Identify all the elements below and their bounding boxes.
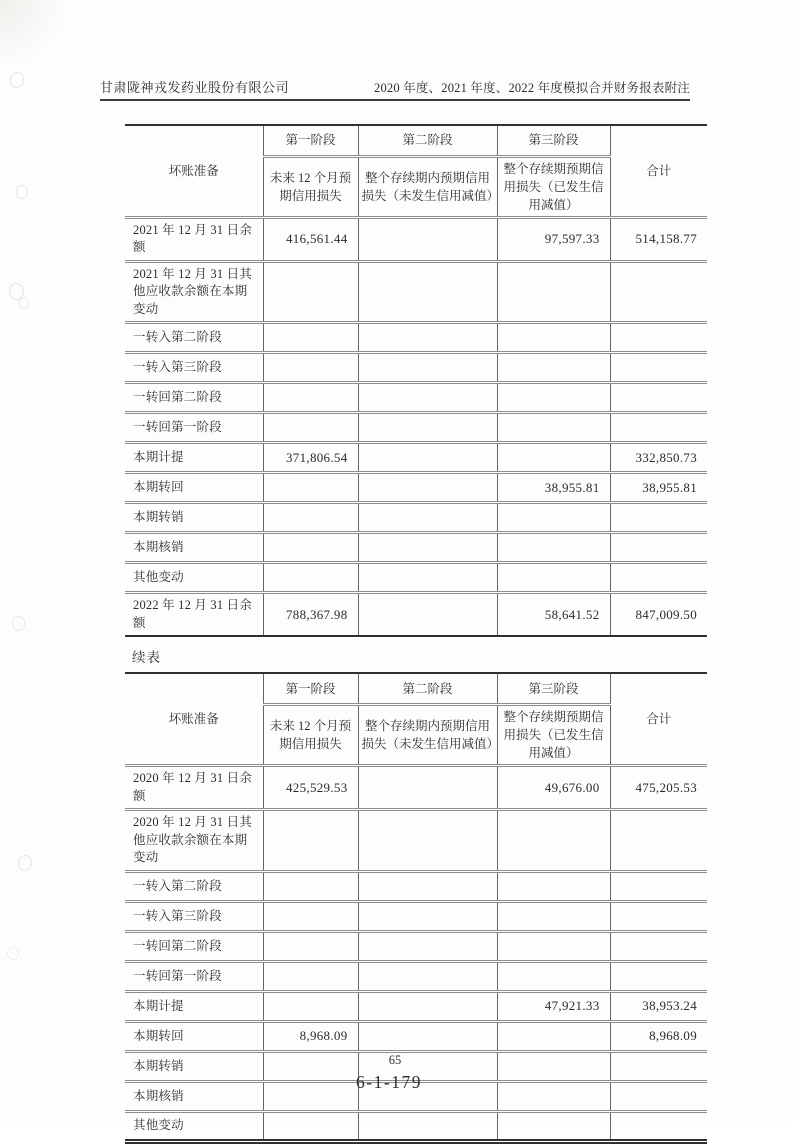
cell-stage2 [358,503,497,533]
col-subheader-stage3: 整个存续期预期信用损失（已发生信用减值） [497,704,610,765]
cell-stage2 [358,1111,497,1141]
table-row [125,533,707,563]
company-name: 甘肃陇神戎发药业股份有限公司 [100,80,290,95]
cell-total: 8,968.09 [610,1021,707,1051]
row-label: 其他变动 [125,563,263,593]
table-row [125,1021,707,1051]
cell-stage2 [358,353,497,383]
row-label: 2020 年 12 月 31 日其他应收款余额在本期变动 [125,810,263,872]
cell-stage2 [358,217,497,261]
cell-total: 332,850.73 [610,443,707,473]
col-header-stage1: 第一阶段 [263,673,358,704]
cell-total: 475,205.53 [610,766,707,810]
row-label: 一转回第一阶段 [125,961,263,991]
row-label: 本期核销 [125,533,263,563]
table-header [125,125,707,217]
cell-stage2 [358,810,497,872]
table-row [125,810,707,872]
cell-total [610,503,707,533]
cell-stage1 [263,473,358,503]
row-label: 本期计提 [125,991,263,1021]
cell-stage2 [358,871,497,901]
cell-stage1 [263,353,358,383]
table-row [125,503,707,533]
cell-stage2 [358,991,497,1021]
cell-total [610,323,707,353]
cell-stage3: 97,597.33 [497,217,610,261]
col-header-total: 合计 [610,673,707,765]
cell-total [610,871,707,901]
cell-stage3 [497,503,610,533]
table-row [125,766,707,810]
cell-stage1 [263,503,358,533]
col-header-total: 合计 [610,125,707,217]
col-header-provision: 坏账准备 [168,712,219,727]
scan-artifact [8,71,25,90]
table-row [125,443,707,473]
row-label: 一转入第二阶段 [125,323,263,353]
cell-stage2 [358,383,497,413]
cell-stage1: 8,968.09 [263,1021,358,1051]
cell-stage2 [358,931,497,961]
cell-stage3 [497,443,610,473]
cell-stage3 [497,871,610,901]
table-row [125,473,707,503]
row-label: 2021 年 12 月 31 日其他应收款余额在本期变动 [125,261,263,323]
cell-total [610,901,707,931]
col-subheader-stage2: 整个存续期内预期信用损失（未发生信用减值） [358,704,497,765]
cell-stage2 [358,593,497,637]
table-row [125,931,707,961]
cell-stage3 [497,1021,610,1051]
col-header-stage1: 第一阶段 [263,125,358,156]
row-label: 一转入第三阶段 [125,353,263,383]
scan-artifact [12,616,25,631]
row-label: 本期转回 [125,473,263,503]
cell-stage1: 416,561.44 [263,217,358,261]
cell-stage1 [263,901,358,931]
cell-total [610,563,707,593]
table-body [125,217,707,636]
scan-artifact [7,947,19,960]
scan-artifact [16,185,28,199]
row-label: 一转回第二阶段 [125,931,263,961]
row-label: 本期转回 [125,1021,263,1051]
cell-stage3: 58,641.52 [497,593,610,637]
cell-total: 38,953.24 [610,991,707,1021]
cell-total [610,1111,707,1141]
cell-total: 38,955.81 [610,473,707,503]
cell-stage3: 49,676.00 [497,766,610,810]
cell-stage3 [497,1111,610,1141]
scan-artifact [19,297,29,309]
table-row [125,323,707,353]
table-row [125,413,707,443]
page-content [125,124,707,1144]
cell-stage1: 371,806.54 [263,443,358,473]
report-title: 2020 年度、2021 年度、2022 年度模拟合并财务报表附注 [374,81,690,95]
cell-stage1 [263,563,358,593]
page-number: 65 [388,1053,402,1067]
table-row [125,901,707,931]
cell-stage2 [358,413,497,443]
bad-debt-provision-table-2022 [125,124,707,637]
table-row [125,961,707,991]
cell-total [610,931,707,961]
cell-total [610,353,707,383]
cell-stage2 [358,1021,497,1051]
row-label: 本期核销 [125,1081,263,1111]
cell-stage3 [497,961,610,991]
row-label: 本期转销 [125,503,263,533]
table-row [125,261,707,323]
col-subheader-stage1: 未来 12 个月预期信用损失 [263,704,358,765]
row-label: 一转回第二阶段 [125,383,263,413]
col-subheader-stage2: 整个存续期内预期信用损失（未发生信用减值） [358,156,497,217]
cell-total [610,261,707,323]
cell-total [610,413,707,443]
cell-stage1 [263,1111,358,1141]
cell-stage1 [263,961,358,991]
cell-stage3 [497,810,610,872]
cell-total [610,961,707,991]
document-code: 6-1-179 [356,1072,422,1092]
table-row [125,871,707,901]
table-row [125,383,707,413]
cell-stage3 [497,383,610,413]
cell-stage1 [263,383,358,413]
header-row-stages [125,673,707,704]
cell-stage2 [358,443,497,473]
continued-table-label: 续表 [132,650,161,666]
table-row [125,563,707,593]
row-label: 其他变动 [125,1111,263,1141]
cell-stage1 [263,533,358,563]
cell-stage3: 47,921.33 [497,991,610,1021]
col-header-stage3: 第三阶段 [497,673,610,704]
page-header [100,77,690,101]
scan-artifact [17,854,34,872]
cell-stage1 [263,931,358,961]
table-row [125,593,707,637]
row-label: 一转入第二阶段 [125,871,263,901]
table-header [125,673,707,765]
cell-stage1 [263,323,358,353]
cell-total: 514,158.77 [610,217,707,261]
cell-stage1 [263,871,358,901]
cell-stage2 [358,563,497,593]
row-label: 一转入第三阶段 [125,901,263,931]
cell-stage3 [497,901,610,931]
cell-stage2 [358,261,497,323]
cell-stage3 [497,533,610,563]
cell-stage1 [263,413,358,443]
cell-total [610,533,707,563]
col-header-stage2: 第二阶段 [358,673,497,704]
cell-stage2 [358,901,497,931]
cell-stage3: 38,955.81 [497,473,610,503]
cell-stage1 [263,261,358,323]
cell-stage2 [358,473,497,503]
cell-stage2 [358,766,497,810]
cell-stage2 [358,533,497,563]
cell-stage2 [358,961,497,991]
cell-stage2 [358,323,497,353]
cell-stage3 [497,931,610,961]
col-subheader-stage1: 未来 12 个月预期信用损失 [263,156,358,217]
col-subheader-stage3: 整个存续期预期信用损失（已发生信用减值） [497,156,610,217]
cell-stage3 [497,563,610,593]
header-row-stages [125,125,707,156]
cell-total: 847,009.50 [610,593,707,637]
cell-total [610,810,707,872]
table-row [125,1111,707,1141]
cell-stage3 [497,323,610,353]
row-label: 2020 年 12 月 31 日余额 [125,766,263,810]
row-label: 2022 年 12 月 31 日余额 [125,593,263,637]
cell-stage3 [497,261,610,323]
cell-total [610,383,707,413]
table-row [125,353,707,383]
table-row [125,217,707,261]
cell-stage1: 425,529.53 [263,766,358,810]
cell-stage1: 788,367.98 [263,593,358,637]
cell-stage1 [263,810,358,872]
row-label: 一转回第一阶段 [125,413,263,443]
cell-stage3 [497,353,610,383]
col-header-stage3: 第三阶段 [497,125,610,156]
row-label: 本期转销 [125,1051,263,1081]
table-row [125,991,707,1021]
row-label: 本期计提 [125,443,263,473]
cell-stage3 [497,413,610,443]
col-header-stage2: 第二阶段 [358,125,497,156]
col-header-provision: 坏账准备 [168,163,219,178]
cell-stage1 [263,991,358,1021]
row-label: 2021 年 12 月 31 日余额 [125,217,263,261]
